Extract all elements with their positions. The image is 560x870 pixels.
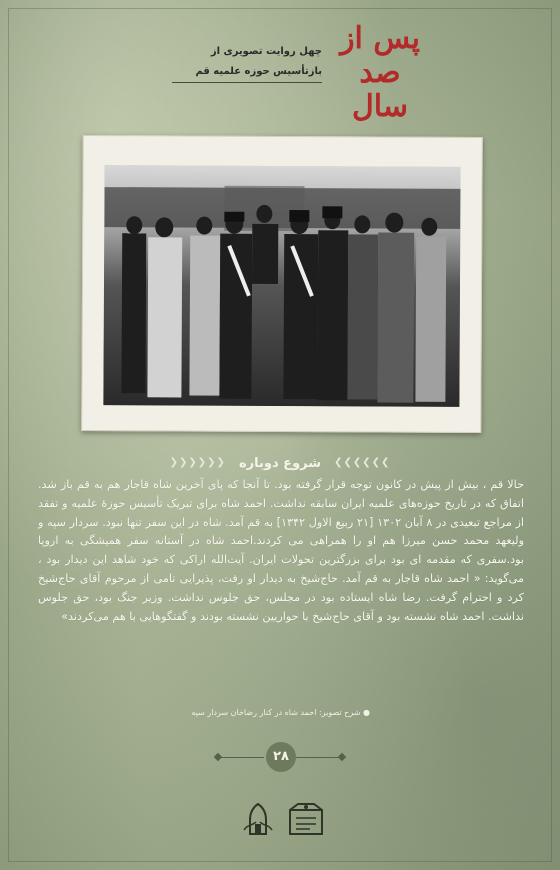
caption-bullet-icon: ● (363, 708, 370, 717)
section-title: شروع دوباره (238, 456, 322, 471)
series-title-line2: صد سال (351, 55, 409, 124)
publisher-book-logo-icon (286, 800, 326, 840)
series-subtitle-line1: چهل روایت تصویری از (210, 46, 322, 57)
series-title (330, 22, 430, 124)
group-portrait-image (103, 165, 460, 407)
subtitle-divider (172, 82, 322, 83)
section-heading (0, 452, 560, 474)
ornament-line-left (218, 757, 264, 758)
caption-text: احمد شاه در کنار رضاخان سردار سپه (191, 708, 317, 717)
photo-card (81, 135, 483, 433)
mosque-calligraphy-logo-icon (238, 800, 278, 840)
ornament-diamond-right-icon (338, 753, 346, 761)
photo-caption (191, 708, 370, 717)
page-number: ۲۸ (266, 742, 296, 772)
caption-label: شرح تصویر: (319, 708, 361, 717)
body-paragraph: حالا قم ، بیش از پیش در کانون توجه قرار گرفته بود. تا آنجا که پای آخرین شاه قاجار هم به قم باز شد. اتفاق که در تاریخ حوزه‌های علمیه ایران سابقه نداشت. احمد شاه برای تبریک تأسیس حوزهٔ علمیه و تفقد از مراجع تبعیدی در ۸ آبان ۱۳۰۲ [۲۱ ربیع الاول ۱۳۴۲] به قم آمد. شاه در این سفر تنها نبود. سردار سپه و ولیعهد محمد حسن میرزا هم او را همراهی می کردند.احمد شاه در آستانه سفر همیشگی به اروپا بود.سفری که مقدمه ای بود برای بزرگترین تحولات ایران. آیت‌الله اراکی که خود شاهد این دیدار بود ، می‌گوید: « احمد شاه قاجار به قم آمد. حاج‌شیخ به دیدار او رفت، پذیرایی تامی از مرحوم آقای حاج‌شیخ کرد و احترام گرفت. رضا شاه ایستاده بود در مجلس، حق جلوس نداشت. وزیر جنگ بود، حق جلوس نداشت. احمد شاه نشسته بود و آقای حاج‌شیخ با حواریین نشسته بودند و گفتگوهایی با هم می‌کردند» (38, 478, 525, 623)
series-title-line1: پس از (340, 21, 420, 56)
header (130, 18, 430, 124)
series-subtitle-line2: بازتأسیس حوزه علمیه قم (195, 66, 322, 77)
chevrons-left-icon: ❮❮❮❮❮❮ (169, 457, 226, 468)
footer-logos (0, 800, 560, 850)
page-number-ornament (0, 736, 560, 776)
historical-photo (103, 165, 460, 407)
ornament-line-right (296, 757, 342, 758)
chevrons-right-icon: ❯❯❯❯❯❯ (334, 457, 391, 468)
